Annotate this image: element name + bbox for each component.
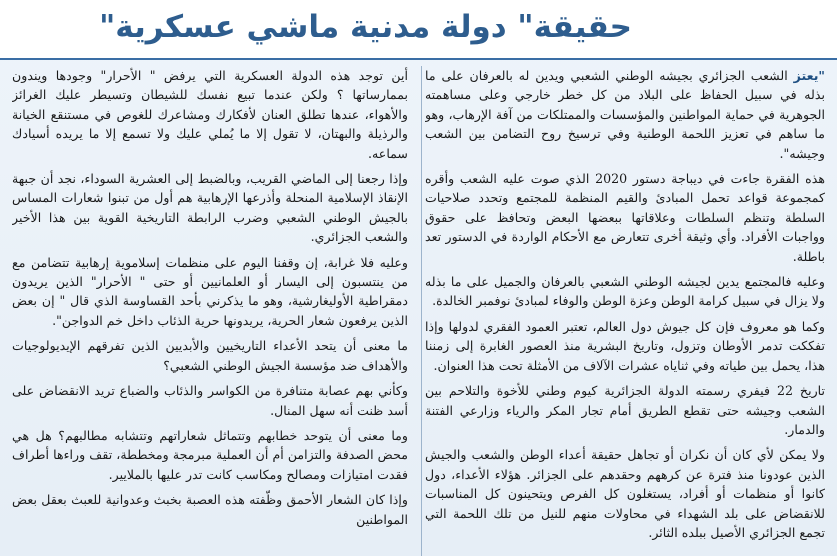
headline-banner [0, 0, 837, 60]
column-divider [421, 66, 422, 556]
paragraph: ما معنى أن يتحد الأعداء التاريخيين والأبديين الذين تفرقهم الإيديولوجيات والأهداف ضد مؤسسة الجيش الوطني الشعبي؟ [12, 338, 408, 373]
paragraph: وإذا كان الشعار الأحمق وظّفته هذه العصبة بخبث وعدوانية للعبث بعقل بعض المواطنين [12, 492, 408, 527]
paragraph: وعليه فلا غرابة، إن وقفنا اليوم على منظمات إسلاموية إرهابية تتضامن مع من ينتسبون إلى اليسار أو العلمانيين أو حتى " الأحرار" الذين يريدون دمقراطية الأوليغارشية، وهو ما يذكرني بأحد القساوسة الذي قال " إن بعض الذين يرفعون شعار الحرية، يريدونها حرية الذئاب داخل خم الدواجن". [12, 254, 408, 328]
paragraph: أين توجد هذه الدولة العسكرية التي يرفض " الأحرار" وجودها ويندون بممارساتها ؟ ولكن عندما تبيع نفسك للشيطان وتسيطر عليك الغرائز والأهواء، عندها تطلق العنان لأفكارك ومشاعرك للغوص في مستنقع الخيانة والرذيلة والبهتان، لا تقول إلا ما يُملي عليك ولا تسمع إلا ما يريده أسيادك سماعه. [12, 68, 408, 161]
paragraph: ولا يمكن لأي كان أن نكران أو تجاهل حقيقة أعداء الوطن والشعب والجيش الذين عودونا منذ فترة عن كرههم وحقدهم على الجزائر. هؤلاء الأعداء، دول كانوا أو منظمات أو أفراد، يستغلون كل الفرص ويتحينون كل المناسبات للانقضاض على بلد الشهداء في محاولات منهم للنيل من تلك اللحمة التي تجمع الجزائري الأصيل ببلده الثائر. [425, 447, 825, 540]
paragraph: "يعتز الشعب الجزائري بجيشه الوطني الشعبي ويدين له بالعرفان على ما بذله في سبيل الحفاظ على البلاد من كل خطر خارجي وعلى مساهمته الجوهرية في حماية المواطنين والمؤسسات والممتلكات من آفة الإرهاب، وهو ما ساهم في تعزيز اللحمة الوطنية وفي ترسيخ روح التضامن بين الشعب وجيشه". [425, 68, 825, 161]
paragraph: وكأني بهم عصابة متنافرة من الكواسر والذئاب والضباع تريد الانقضاض على أسد ظنت أنه سهل المنال. [12, 383, 408, 418]
article-headline: حقيقة" دولة مدنية ماشي عسكرية" [99, 9, 632, 45]
paragraph: وما معنى أن يتوحد خطابهم وتتماثل شعاراتهم وتتشابه مطالبهم؟ هل هي محض الصدفة والتزامن أم أن العملية مبرمجة ومخططة، تقف وراءها أطراف فقدت امتيازات ومصالح ومكاسب كانت تدر عليها بالملايير. [12, 427, 408, 482]
paragraph: وإذا رجعنا إلى الماضي القريب، وبالضبط إلى العشرية السوداء، نجد أن جبهة الإنقاذ الإسلامية المنحلة وأذرعها الإرهابية هم أول من تبنوا شعارات المساس بالجيش الوطني الشعبي وضرب الرابطة التاريخية القوية بين هذا الأخير والشعب الجزائري. [12, 171, 408, 245]
right-column [425, 66, 825, 556]
paragraph: هذه الفقرة جاءت في ديباجة دستور 2020 الذي صوت عليه الشعب وأقره كمجموعة قواعد تحمل المبادئ والقيم المنظمة للمجتمع وتحدد صلاحيات السلطة وتنظم السلطات وعلاقاتها ببعضها البعض وتحافظ على حقوق وواجبات الأفراد. وأي وثيقة أخرى تتعارض مع الأحكام الواردة في الدستور تعد باطلة. [425, 171, 825, 264]
paragraph: تاريخ 22 فيفري رسمته الدولة الجزائرية كيوم وطني للأخوة والتلاحم بين الشعب وجيشه حتى تقطع الطريق أمام تجار المكر والرياء وزارعي الفتنة والدمار. [425, 383, 825, 437]
lead-word: "يعتز [793, 68, 825, 83]
left-column [12, 66, 408, 556]
paragraph: وكما هو معروف فإن كل جيوش دول العالم، تعتبر العمود الفقري لدولها وإذا تفككت تدمر الأوطان وتزول، وتاريخ البشرية منذ العصور الغابرة إلى زمننا هذا، يحمل بين طياته وفي ثناياه عشرات الآلاف من الأمثلة تحت هذا العنوان. [425, 318, 825, 373]
paragraph: وعليه فالمجتمع يدين لجيشه الوطني الشعبي بالعرفان والجميل على ما بذله ولا يزال في سبيل كرامة الوطن وعزة الوطن والوفاء لمبادئ نوفمبر الخالدة. [425, 274, 825, 309]
